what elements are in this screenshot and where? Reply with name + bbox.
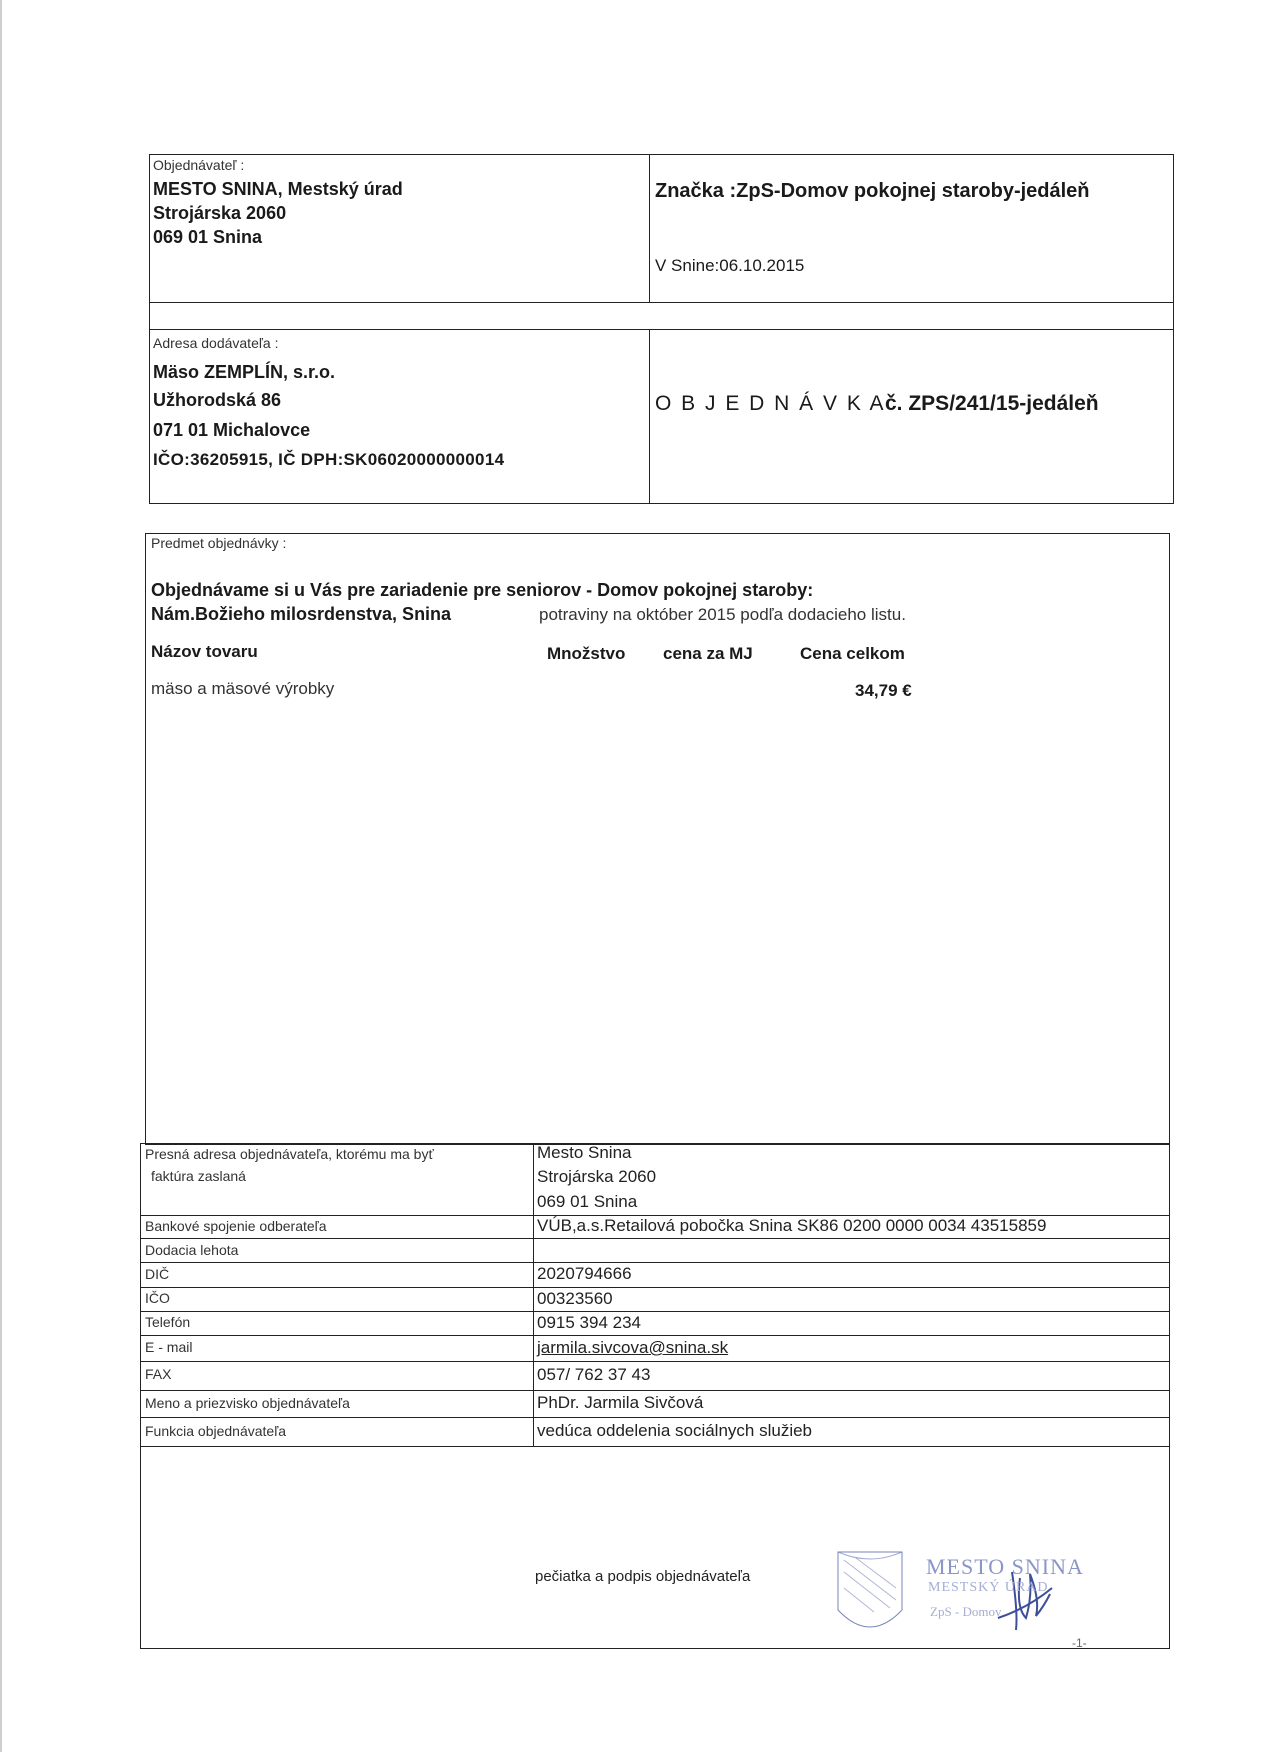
subject-label: Predmet objednávky : xyxy=(151,535,287,551)
fax-value: 057/ 762 37 43 xyxy=(537,1365,651,1384)
row-line xyxy=(140,1287,1170,1288)
supplier-divider xyxy=(649,329,650,504)
orderer-function-label: Funkcia objednávateľa xyxy=(145,1423,287,1439)
ico-label: IČO xyxy=(145,1290,170,1306)
scan-edge xyxy=(0,0,2,1752)
subject-note: potraviny na október 2015 podľa dodacieho listu. xyxy=(539,605,906,624)
row-line xyxy=(140,1390,1170,1391)
orderer-function-value: vedúca oddelenia sociálnych služieb xyxy=(537,1421,813,1440)
subject-line: Objednávame si u Vás pre zariadenie pre seniorov - Domov pokojnej staroby: xyxy=(151,580,814,600)
phone-label: Telefón xyxy=(145,1314,191,1330)
fax-label: FAX xyxy=(145,1366,172,1382)
orderer-divider xyxy=(649,154,650,303)
supplier-city: 071 01 Michalovce xyxy=(153,420,311,440)
col-total-header: Cena celkom xyxy=(800,644,905,663)
row-line xyxy=(140,1311,1170,1312)
stamp-text-3: ZpS - Domov xyxy=(930,1604,1002,1619)
order-title: O B J E D N Á V K A xyxy=(655,392,886,415)
orderer-name: MESTO SNINA, Mestský úrad xyxy=(153,179,403,199)
invoice-address-value-3: 069 01 Snina xyxy=(537,1192,638,1211)
dic-label: DIČ xyxy=(145,1266,170,1282)
orderer-street: Strojárska 2060 xyxy=(153,203,287,223)
delivery-term-label: Dodacia lehota xyxy=(145,1242,239,1258)
orderer-person-value: PhDr. Jarmila Sivčová xyxy=(537,1393,704,1412)
invoice-address-label: Presná adresa objednávateľa, ktorému ma byť xyxy=(145,1146,434,1162)
row-line xyxy=(140,1446,1170,1447)
phone-value: 0915 394 234 xyxy=(537,1313,641,1332)
row-line xyxy=(140,1417,1170,1418)
stamp-text-1: MESTO SNINA xyxy=(926,1554,1084,1579)
city-stamp xyxy=(834,1548,1094,1648)
bank-value: VÚB,a.s.Retailová pobočka Snina SK86 0200 0000 0034 43515859 xyxy=(537,1216,1047,1235)
supplier-label: Adresa dodávateľa : xyxy=(153,335,279,351)
orderer-city: 069 01 Snina xyxy=(153,227,263,247)
supplier-name: Mäso ZEMPLÍN, s.r.o. xyxy=(153,362,336,382)
row-line xyxy=(140,1238,1170,1239)
col-qty-header: Množstvo xyxy=(547,644,626,663)
stamp-text-2: MESTSKÝ ÚRAD xyxy=(928,1580,1049,1595)
email-label: E - mail xyxy=(145,1339,193,1355)
bank-label: Bankové spojenie odberateľa xyxy=(145,1218,327,1234)
page-mark: -1- xyxy=(1072,1636,1087,1650)
orderer-label: Objednávateľ : xyxy=(153,157,245,173)
place-date: V Snine:06.10.2015 xyxy=(655,256,805,275)
order-number: č. ZPS/241/15-jedáleň xyxy=(885,392,1099,415)
col-unit-price-header: cena za MJ xyxy=(663,644,753,663)
invoice-address-value-2: Strojárska 2060 xyxy=(537,1167,657,1186)
invoice-address-value-1: Mesto Snina xyxy=(537,1143,632,1162)
reference-mark: Značka :ZpS-Domov pokojnej staroby-jedáleň xyxy=(655,180,1090,202)
subject-address: Nám.Božieho milosrdenstva, Snina xyxy=(151,604,452,624)
row-line xyxy=(140,1361,1170,1362)
orderer-person-label: Meno a priezvisko objednávateľa xyxy=(145,1395,350,1411)
item-name: mäso a mäsové výrobky xyxy=(151,679,335,698)
dic-value: 2020794666 xyxy=(537,1264,632,1283)
orderer-section xyxy=(149,154,1174,303)
ico-value: 00323560 xyxy=(537,1289,613,1308)
invoice-address-label-2: faktúra zaslaná xyxy=(151,1168,246,1184)
row-line xyxy=(140,1335,1170,1336)
col-name-header: Názov tovaru xyxy=(151,642,258,661)
item-total: 34,79 € xyxy=(855,681,912,700)
row-line xyxy=(140,1262,1170,1263)
supplier-ids: IČO:36205915, IČ DPH:SK06020000000014 xyxy=(153,450,505,469)
supplier-top-line xyxy=(149,329,1174,330)
details-divider xyxy=(533,1143,534,1446)
stamp-label: pečiatka a podpis objednávateľa xyxy=(535,1568,751,1585)
supplier-street: Užhorodská 86 xyxy=(153,390,282,410)
email-value: jarmila.sivcova@snina.sk xyxy=(537,1338,729,1357)
